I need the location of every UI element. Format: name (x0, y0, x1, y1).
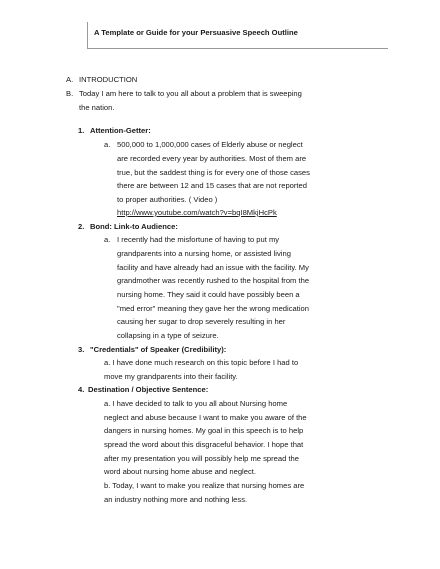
item-3-number: 3. (78, 345, 85, 354)
item-1-heading: Attention-Getter: (90, 126, 151, 135)
item-2-sub-marker: a. (104, 235, 111, 244)
item-2-line: facility and have already had an issue with the facility. My (117, 263, 309, 272)
item-1-line: true, but the saddest thing is for every one of those cases (117, 168, 310, 177)
section-a-marker: A. (66, 75, 74, 84)
header-box (87, 22, 388, 49)
section-b-line: Today I am here to talk to you all about a problem that is sweeping (79, 89, 302, 98)
item-4-line: a. I have decided to talk to you all about Nursing home (104, 399, 288, 408)
item-2-line: "med error" meaning they gave her the wrong medication (117, 304, 309, 313)
item-1-line: are recorded every year by authorities. Most of them are (117, 154, 307, 163)
item-1-line: to proper authorities. ( Video ) (117, 195, 218, 204)
section-b-line: the nation. (79, 103, 115, 112)
item-2-number: 2. (78, 222, 85, 231)
item-4-number: 4. (78, 385, 85, 394)
item-2-line: grandmother was recently rushed to the hospital from the (117, 276, 310, 285)
item-3-line: a. I have done much research on this topic before I had to (104, 358, 299, 367)
section-a-heading: INTRODUCTION (79, 75, 138, 84)
video-link[interactable]: http://www.youtube.com/watch?v=bqI8MkjHcPk (117, 208, 277, 217)
item-4-line: b. Today, I want to make you realize that nursing homes are (104, 481, 305, 490)
item-3-line: move my grandparents into their facility. (104, 372, 238, 381)
item-4-line: after my presentation you will possibly help me spread the (104, 454, 300, 463)
item-4-line: neglect and abuse because I want to make you aware of the (104, 413, 307, 422)
item-2-line: collapsing in a type of seizure. (117, 331, 219, 340)
item-1-line: there are between 12 and 15 cases that are not reported (117, 181, 307, 190)
item-3-heading: "Credentials" of Speaker (Credibility): (90, 345, 227, 354)
item-4-line: dangers in nursing homes. My goal in this speech is to help (104, 426, 304, 435)
section-b-marker: B. (66, 89, 74, 98)
item-2-line: I recently had the misfortune of having to put my (117, 235, 280, 244)
item-2-line: nursing home. They said it could have possibly been a (117, 290, 300, 299)
item-2-line: grandparents into a nursing home, or assisted living (117, 249, 291, 258)
item-2-line: causing her sugar to drop severely resulting in her (117, 317, 286, 326)
item-4-line: spread the word about this disgraceful behavior. I hope that (104, 440, 304, 449)
item-4-heading: Destination / Objective Sentence: (88, 385, 209, 394)
item-2-heading: Bond: Link-to Audience: (90, 222, 178, 231)
item-1-sub-marker: a. (104, 140, 111, 149)
item-1-line: 500,000 to 1,000,000 cases of Elderly abuse or neglect (117, 140, 303, 149)
page-title: A Template or Guide for your Persuasive Speech Outline (94, 28, 298, 37)
item-4-line: word about nursing home abuse and neglect. (104, 467, 256, 476)
item-4-line: an industry nothing more and nothing less. (104, 495, 248, 504)
item-1-number: 1. (78, 126, 85, 135)
